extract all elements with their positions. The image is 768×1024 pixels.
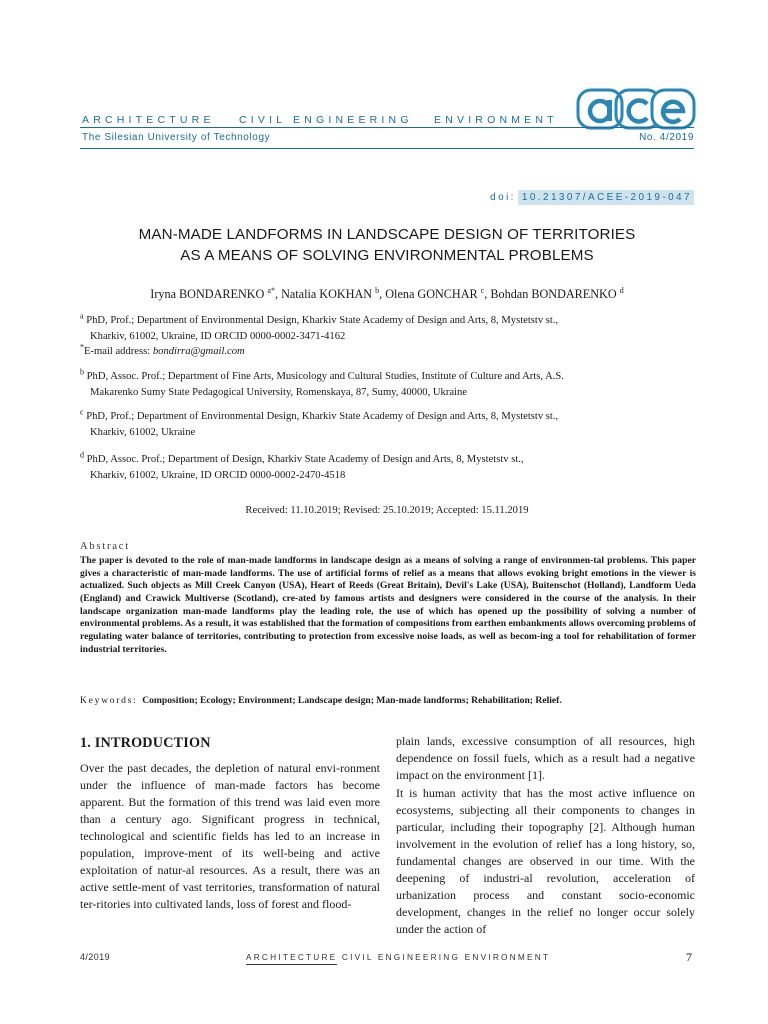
affiliation-d [80,452,694,483]
footer-journal-word: ARCHITECTURE [246,952,337,965]
author-name: Natalia KOKHAN [281,287,373,301]
journal-word-civil-engineering: CIVIL ENGINEERING [239,114,413,126]
section-heading: 1. INTRODUCTION [80,735,211,751]
affiliation-b [80,369,694,400]
affiliation-mark: d [80,450,84,460]
doi [490,190,694,205]
affiliation-line: PhD, Assoc. Prof.; Department of Fine Arts, Musicology and Cultural Studies, Institute of Culture and Arts, A.S. [86,371,564,382]
affiliation-line: PhD, Prof.; Department of Environmental Design, Kharkiv State Academy of Design and Arts, 8, Mystetstv st., [86,411,559,422]
affiliation-mark: c [80,407,84,417]
affiliation-line: Makarenko Sumy State Pedagogical University, Romenskaya, 87, Sumy, 40000, Ukraine [90,386,467,398]
affiliation-mark: b [80,367,84,377]
author-name: Olena GONCHAR [385,287,478,301]
email-mark: * [80,342,84,352]
abstract-heading: Abstract [80,541,130,552]
column-right [396,733,695,938]
journal-word-environment: ENVIRONMENT [434,114,558,126]
author-name: Bohdan BONDARENKO [490,287,617,301]
keywords-list: Composition; Ecology; Environment; Landscape design; Man-made landforms; Rehabilitation; Relief. [142,695,562,706]
affiliation-a [80,313,694,360]
author-list: Iryna BONDARENKO $^{a*}$, Natalia KOKHAN $^b$, Olena GONCHAR $^c$, Bohdan BONDARENKO $^d$ [150,285,624,301]
author-mark: d [619,285,624,295]
journal-word-architecture: ARCHITECTURE [82,114,215,126]
header-rule [80,127,694,128]
email-link[interactable]: bondirra@gmail.com [152,346,245,357]
author-mark: b [375,285,380,295]
email-label: E-mail address: [84,346,153,357]
affiliation-line: Kharkiv, 61002, Ukraine [90,426,196,438]
footer-journal-name [246,952,550,965]
page-number: 7 [686,950,692,964]
abstract-text: The paper is devoted to the role of man-made landforms in landscape design as a means of solving a range of environmen-tal problems. This paper gives a characteristic of man-made landforms. The use of artificial forms of relief as a means that allows evoking bright emotions in the viewer is actualized. Such objects as Mill Creek Canyon (USA), Heart of Reeds (Great Britain), Devil's Lake (USA), Buitenschot (Holland), Landform Ueda (England) and Crawick Multiverse (Scotland), cre-ated by famous artists and designers were considered in the course of the analysis. In their landscape organization man-made landforms play the leading role, the use of which has opened up the possibility of solving a number of environmental problems. As a result, it was established that the formation of compositions from earthen embankments allows overcoming problems of regulating water balance of territories, contributing to protection from excessive noise loads, as well as becom-ing a tool for rehabilitation of former industrial territories. [80,555,696,655]
footer-issue: 4/2019 [80,952,110,962]
keywords-label: Keywords: [80,695,138,706]
affiliation-line: Kharkiv, 61002, Ukraine, ID ORCID 0000-0002-2470-4518 [90,469,346,481]
author-name: Iryna BONDARENKO [150,287,265,301]
journal-name [82,114,558,126]
footer-journal-rest: CIVIL ENGINEERING ENVIRONMENT [341,952,551,962]
column-left [80,760,380,913]
title-line-2: AS A MEANS OF SOLVING ENVIRONMENTAL PROBLEMS [180,247,594,264]
paragraph: It is human activity that has the most active influence on ecosystems, subjecting all their components to changes in particular, including their topography [2]. Although human involvement in the evolution of relief has a long history, so, fundamental changes are observed in our time. With the deepening of industri-al revolution, acceleration of urbanization process and constant socio-economic development, changes in the relief no longer occur solely under the action of [396,786,695,936]
paragraph: Over the past decades, the depletion of natural envi-ronment under the influence of man-made factors has become apparent. But the formation of this trend was laid even more than a century ago. Significant progress in technical, technological and scientific fields has led to an increase in population, improve-ment of its well-being and active exploitation of natur-al resources. As a result, there was an active settle-ment of vast territories, transformation of natural ter-ritories into cultivated lands, loss of forest and flood- [80,761,380,911]
title-line-1: MAN-MADE LANDFORMS IN LANDSCAPE DESIGN OF TERRITORIES [138,226,636,243]
affiliation-line: PhD, Prof.; Department of Environmental Design, Kharkiv State Academy of Design and Arts, 8, Mystetstv st., [86,315,559,326]
doi-link[interactable]: 10.21307/ACEE-2019-047 [518,190,694,205]
university-name: The Silesian University of Technology [82,132,271,143]
header-rule-bottom [80,148,694,149]
affiliation-line: PhD, Assoc. Prof.; Department of Design, Kharkiv State Academy of Design and Arts, 8, Mystetstv st., [86,454,524,465]
article-dates: Received: 11.10.2019; Revised: 25.10.2019; Accepted: 15.11.2019 [245,505,529,516]
affiliation-mark: a [80,311,84,321]
affiliation-c [80,409,694,440]
keywords [80,695,562,706]
paragraph: plain lands, excessive consumption of all resources, high dependence on fossil fuels, which as a result had a negative impact on the environment [1]. [396,734,695,782]
author-mark: a* [267,285,275,295]
article-title [80,224,694,266]
doi-label: doi: [490,192,516,203]
affiliation-line: Kharkiv, 61002, Ukraine, ID ORCID 0000-0002-3471-4162 [90,330,346,342]
issue-number: No. 4/2019 [639,132,694,143]
author-mark: c [480,285,485,295]
